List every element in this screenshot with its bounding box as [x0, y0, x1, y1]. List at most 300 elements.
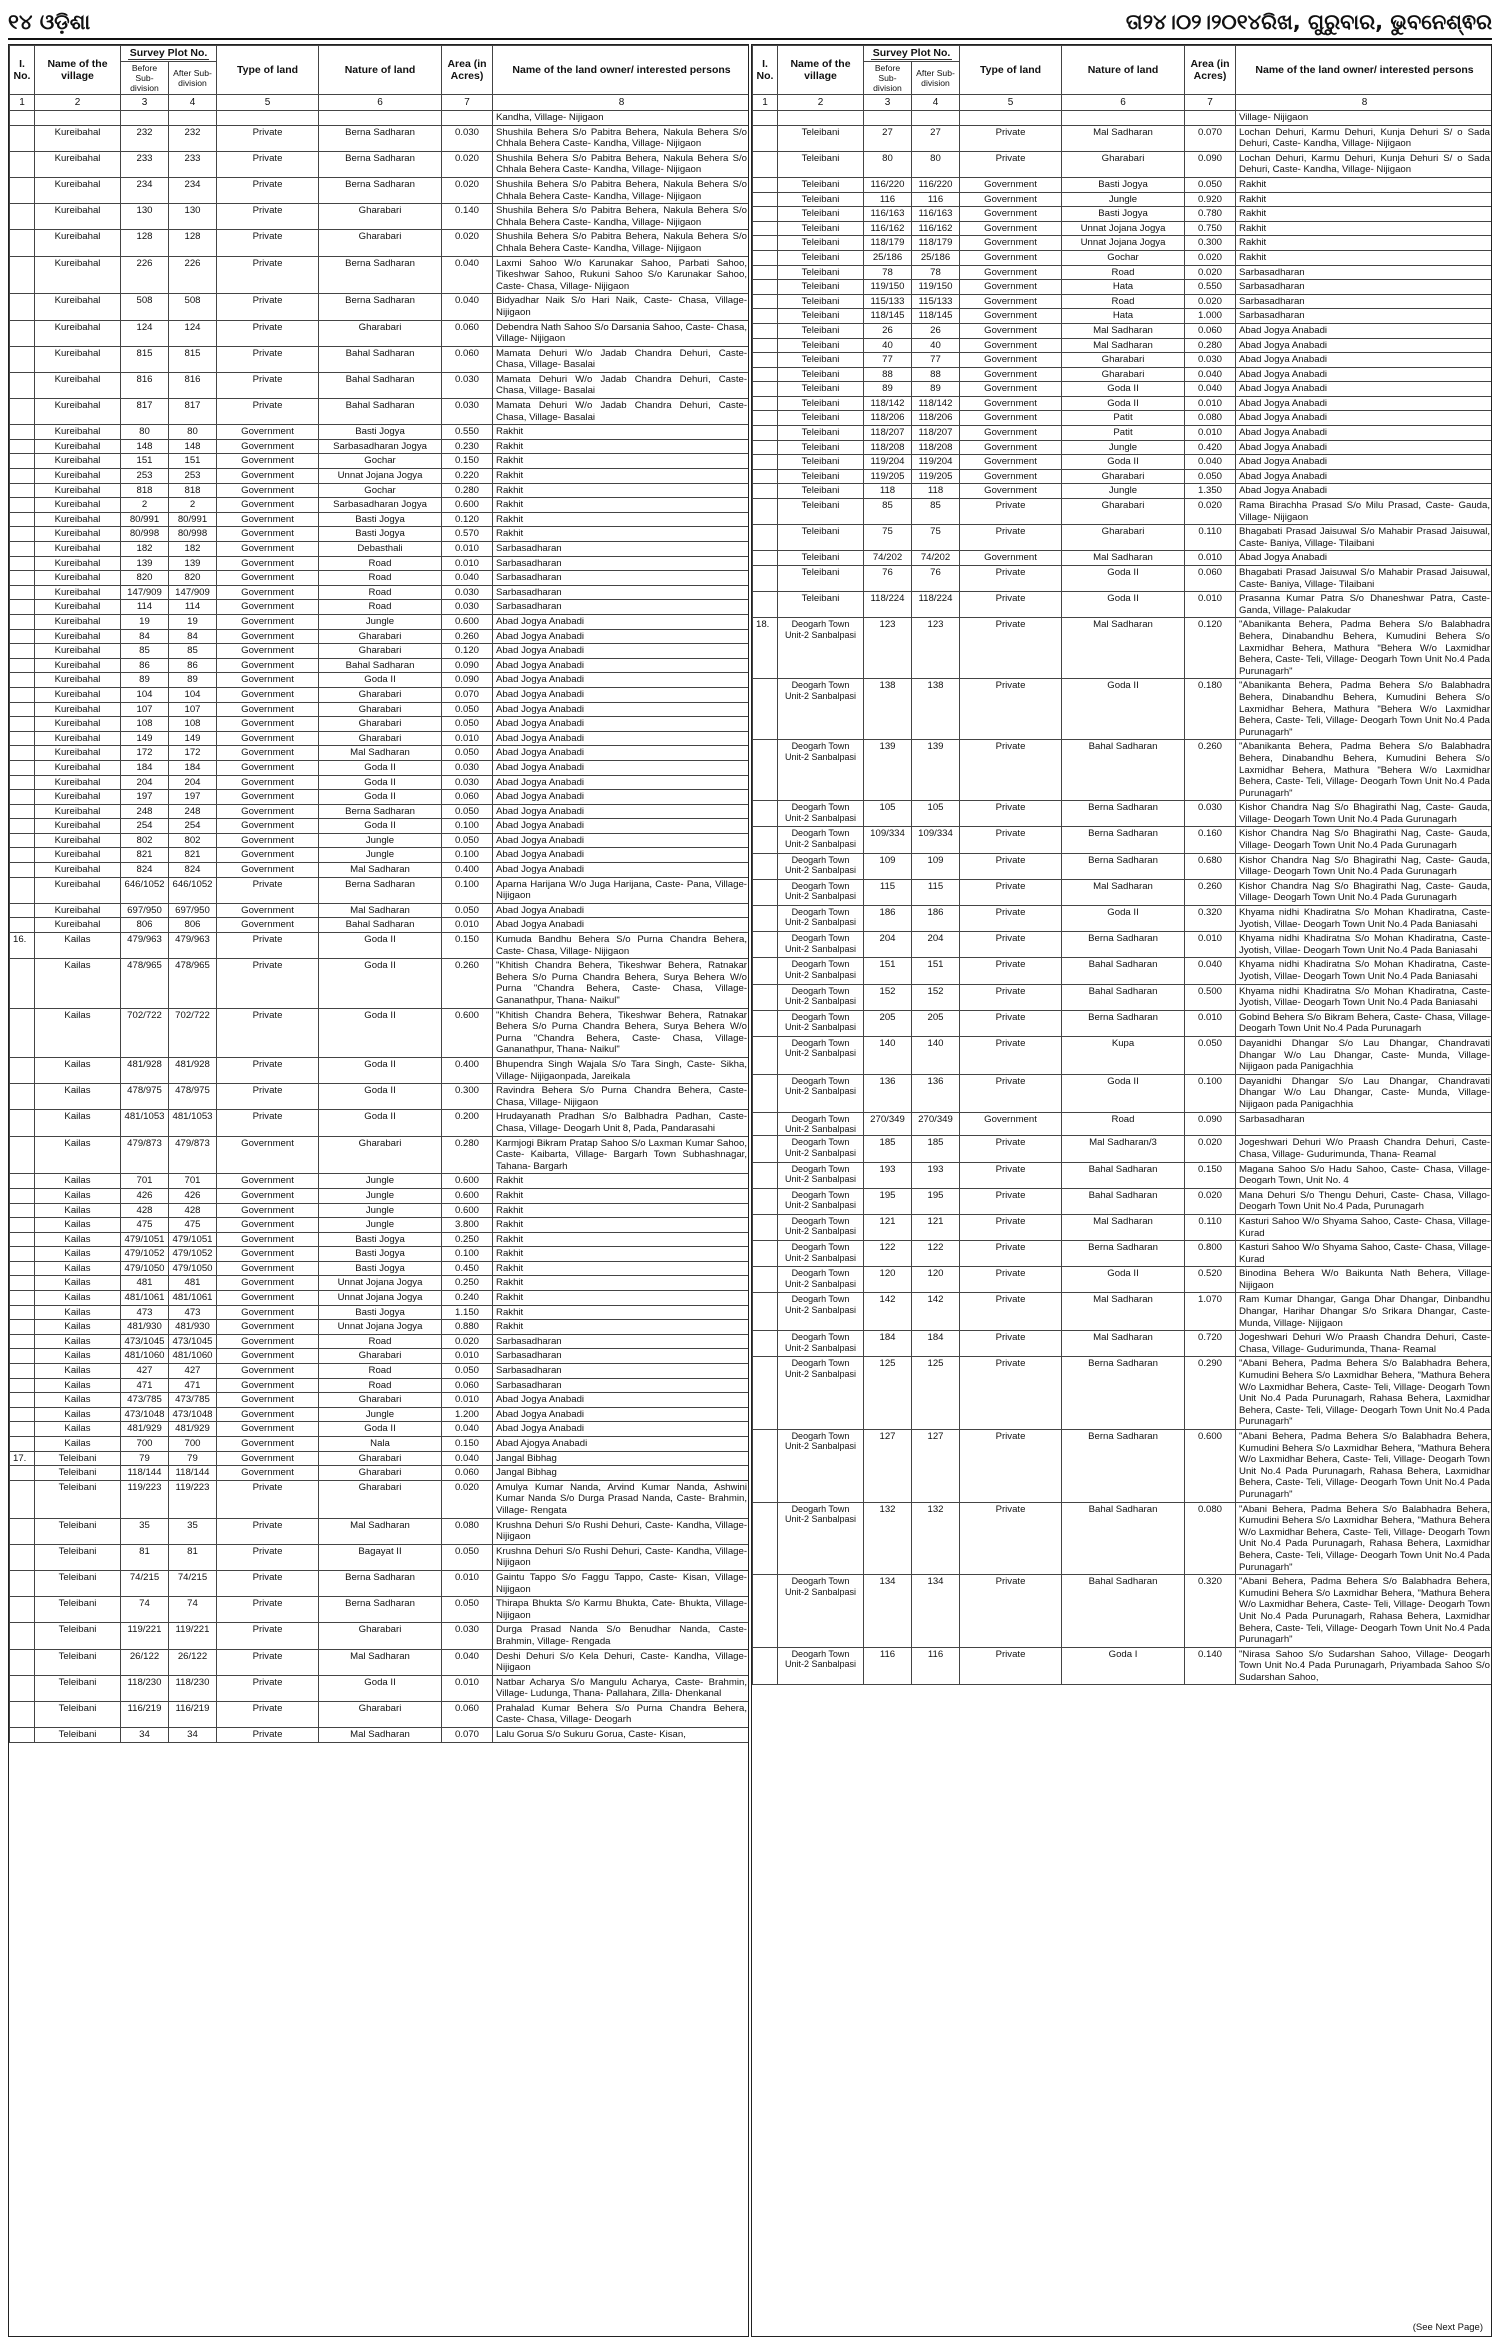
cell-area: 0.040	[1185, 367, 1236, 382]
cell-land-nature: Berna Sadharan	[1062, 932, 1185, 958]
cell-village: Deogarh Town Unit-2 Sanbalpasi	[778, 1162, 864, 1188]
cell-land-type: Government	[217, 790, 319, 805]
cell-land-type: Government	[217, 1174, 319, 1189]
cell-plot-before: 85	[121, 644, 169, 659]
cell-land-type: Private	[960, 827, 1062, 853]
cell-land-type: Private	[217, 1084, 319, 1110]
cell-sno	[10, 702, 35, 717]
cell-land-type: Government	[960, 551, 1062, 566]
cell-village: Kureibahal	[35, 848, 121, 863]
cell-plot-after: 426	[169, 1188, 217, 1203]
cell-land-nature: Goda II	[319, 673, 442, 688]
cell-village: Teleibani	[778, 525, 864, 551]
cell-plot-after: 115	[912, 879, 960, 905]
cell-sno	[10, 204, 35, 230]
cell-land-type: Government	[960, 265, 1062, 280]
cell-land-type: Government	[217, 644, 319, 659]
cell-owner: Abad Jogya Anabadi	[493, 629, 749, 644]
cell-plot-after: 151	[169, 454, 217, 469]
cell-land-type: Private	[960, 853, 1062, 879]
cell-land-type: Government	[960, 484, 1062, 499]
cell-sno	[753, 1188, 778, 1214]
cell-sno	[10, 111, 35, 126]
cell-plot-after: 821	[169, 848, 217, 863]
cell-land-type: Private	[960, 932, 1062, 958]
cell-land-nature: Goda II	[1062, 679, 1185, 740]
cell-sno	[753, 192, 778, 207]
cell-village: Kureibahal	[35, 629, 121, 644]
cell-area: 0.090	[442, 673, 493, 688]
cell-land-nature: Berna Sadharan	[1062, 1010, 1185, 1036]
cell-land-nature: Bahal Sadharan	[319, 399, 442, 425]
cell-land-nature: Gharabari	[319, 1466, 442, 1481]
cell-land-nature: Goda II	[319, 1084, 442, 1110]
table-row	[10, 1407, 750, 1422]
cell-owner: Mana Dehuri S/o Thengu Dehuri, Caste- Chasa, Villago- Deogarh Town Unit No.4 Pada, Purunagarh	[1236, 1188, 1492, 1214]
cell-land-nature: Goda II	[319, 933, 442, 959]
cell-land-type: Government	[217, 1407, 319, 1422]
cell-plot-before: 116/219	[121, 1701, 169, 1727]
cell-owner: Shushila Behera S/o Pabitra Behera, Nakula Behera S/o Chhala Behera Caste- Kandha, Village- Nijigaon	[493, 204, 749, 230]
cell-area: 0.040	[442, 571, 493, 586]
cell-plot-before: 88	[864, 367, 912, 382]
cell-sno	[753, 853, 778, 879]
cell-land-type	[960, 111, 1062, 126]
cell-plot-after: 109/334	[912, 827, 960, 853]
table-row	[753, 338, 1493, 353]
cell-plot-after: 172	[169, 746, 217, 761]
header-area: Area (in Acres)	[442, 46, 493, 95]
cell-plot-before: 116/162	[864, 221, 912, 236]
cell-village: Kureibahal	[35, 498, 121, 513]
table-row	[753, 1214, 1493, 1240]
cell-plot-after: 121	[912, 1214, 960, 1240]
cell-owner: Magana Sahoo S/o Hadu Sahoo, Caste- Chasa, Village- Deogarh Town, Unit No. 4	[1236, 1162, 1492, 1188]
cell-land-nature: Gochar	[319, 483, 442, 498]
table-row	[753, 1267, 1493, 1293]
cell-sno	[753, 1575, 778, 1648]
cell-area: 0.780	[1185, 207, 1236, 222]
cell-sno	[753, 396, 778, 411]
cell-plot-after: 473/1045	[169, 1334, 217, 1349]
table-row	[10, 1451, 750, 1466]
cell-owner: Abad Jogya Anabadi	[493, 687, 749, 702]
cell-sno	[10, 731, 35, 746]
table-row	[10, 1701, 750, 1727]
cell-village: Deogarh Town Unit-2 Sanbalpasi	[778, 827, 864, 853]
cell-village: Kureibahal	[35, 425, 121, 440]
table-row	[753, 440, 1493, 455]
cell-sno	[753, 1331, 778, 1357]
cell-sno	[10, 1364, 35, 1379]
cell-land-nature: Goda II	[1062, 566, 1185, 592]
cell-owner: "Abani Behera, Padma Behera S/o Balabhadra Behera, Kumudini Behera S/o Laxmidhar Behera, "Mathura Behera W/o Laxmidhar Behera, Caste- Teli, Village- Deogarh Town Unit No.4 Pada Purunagarh, Rahasa Behera, Laxmidhar Behera, Caste- Teli, Village- Deogarh Town Unit No.4 Pada Purunagarh"	[1236, 1575, 1492, 1648]
cell-area: 0.260	[1185, 879, 1236, 905]
cell-plot-after: 816	[169, 372, 217, 398]
cell-land-type: Private	[217, 372, 319, 398]
cell-owner: Krushna Dehuri S/o Rushi Dehuri, Caste- Kandha, Village- Nijigaon	[493, 1544, 749, 1570]
cell-sno	[10, 1728, 35, 1743]
table-row	[753, 932, 1493, 958]
cell-land-type: Government	[960, 280, 1062, 295]
cell-land-nature: Bahal Sadharan	[1062, 958, 1185, 984]
cell-land-type: Private	[960, 1575, 1062, 1648]
cell-plot-before: 508	[121, 294, 169, 320]
cell-owner: Amulya Kumar Nanda, Arvind Kumar Nanda, Ashwini Kumar Nanda S/o Durga Prasad Nanda, Caste- Brahmin, Village- Rengata	[493, 1480, 749, 1518]
cell-land-type: Government	[960, 250, 1062, 265]
cell-village: Kureibahal	[35, 320, 121, 346]
cell-owner: Sarbasadharan	[493, 1378, 749, 1393]
cell-land-type: Private	[960, 879, 1062, 905]
cell-land-type: Private	[217, 204, 319, 230]
table-row	[753, 469, 1493, 484]
cell-land-nature: Sarbasadharan Jogya	[319, 498, 442, 513]
cell-plot-before: 817	[121, 399, 169, 425]
cell-plot-after: 473	[169, 1305, 217, 1320]
cell-land-type: Government	[217, 1218, 319, 1233]
cell-land-nature: Unnat Jojana Jogya	[319, 1276, 442, 1291]
table-row	[753, 618, 1493, 679]
cell-village: Kureibahal	[35, 542, 121, 557]
cell-land-nature: Road	[319, 1364, 442, 1379]
cell-sno	[753, 1241, 778, 1267]
table-row	[10, 399, 750, 425]
cell-village: Teleibani	[778, 592, 864, 618]
cell-village: Kailas	[35, 1203, 121, 1218]
cell-plot-after: 254	[169, 819, 217, 834]
cell-plot-after: 125	[912, 1357, 960, 1430]
cell-area: 0.180	[1185, 679, 1236, 740]
cell-area: 0.020	[1185, 250, 1236, 265]
cell-plot-after: 185	[912, 1136, 960, 1162]
cell-area: 0.100	[442, 877, 493, 903]
cell-sno	[10, 848, 35, 863]
cell-land-nature: Road	[319, 556, 442, 571]
table-row	[10, 833, 750, 848]
cell-land-type: Government	[217, 1291, 319, 1306]
cell-plot-before: 119/150	[864, 280, 912, 295]
cell-plot-before: 428	[121, 1203, 169, 1218]
cell-land-type: Private	[217, 933, 319, 959]
cell-plot-before: 140	[864, 1036, 912, 1074]
cell-sno	[10, 1247, 35, 1262]
table-row	[10, 819, 750, 834]
table-row	[753, 111, 1493, 126]
cell-village: Kureibahal	[35, 658, 121, 673]
cell-plot-after: 479/1050	[169, 1261, 217, 1276]
cell-plot-before: 118/206	[864, 411, 912, 426]
cell-plot-after: 427	[169, 1364, 217, 1379]
cell-sno	[753, 207, 778, 222]
table-row	[10, 1320, 750, 1335]
cell-plot-after: 118/206	[912, 411, 960, 426]
cell-village: Deogarh Town Unit-2 Sanbalpasi	[778, 932, 864, 958]
cell-village: Kailas	[35, 1276, 121, 1291]
cell-plot-after: 802	[169, 833, 217, 848]
cell-plot-before: 27	[864, 125, 912, 151]
table-row	[753, 455, 1493, 470]
cell-area: 0.010	[1185, 932, 1236, 958]
cell-owner: Sarbasadharan	[493, 1334, 749, 1349]
cell-owner: Abad Jogya Anabadi	[493, 1422, 749, 1437]
cell-sno	[10, 1393, 35, 1408]
cell-land-type: Government	[217, 469, 319, 484]
cell-land-type: Government	[217, 1305, 319, 1320]
cell-plot-before: 115/133	[864, 294, 912, 309]
cell-village: Teleibani	[778, 250, 864, 265]
cell-plot-before: 205	[864, 1010, 912, 1036]
cell-village: Kureibahal	[35, 527, 121, 542]
table-row	[753, 853, 1493, 879]
cell-land-nature: Jungle	[319, 833, 442, 848]
cell-owner: Thirapa Bhukta S/o Karmu Bhukta, Cate- Bhukta, Village- Nijigaon	[493, 1597, 749, 1623]
cell-area: 0.020	[442, 177, 493, 203]
cell-plot-before: 806	[121, 918, 169, 933]
cell-sno	[10, 614, 35, 629]
cell-sno	[10, 1570, 35, 1596]
cell-plot-before: 184	[864, 1331, 912, 1357]
cell-village: Kureibahal	[35, 556, 121, 571]
cell-area: 0.400	[442, 863, 493, 878]
cell-village: Deogarh Town Unit-2 Sanbalpasi	[778, 740, 864, 801]
cell-plot-before: 115	[864, 879, 912, 905]
cell-owner: Abad Jogya Anabadi	[1236, 323, 1492, 338]
cell-land-nature: Gochar	[1062, 250, 1185, 265]
cell-village: Teleibani	[778, 294, 864, 309]
cell-plot-before: 481/1053	[121, 1110, 169, 1136]
table-row	[753, 679, 1493, 740]
cell-land-nature: Goda II	[1062, 455, 1185, 470]
cell-area	[442, 111, 493, 126]
cell-plot-after: 19	[169, 614, 217, 629]
cell-plot-after: 481/930	[169, 1320, 217, 1335]
cell-area: 0.030	[442, 399, 493, 425]
table-row	[10, 204, 750, 230]
cell-sno	[10, 600, 35, 615]
cell-plot-before	[864, 111, 912, 126]
cell-sno	[10, 1136, 35, 1174]
header-before: Before Sub-division	[864, 62, 912, 95]
table-row	[10, 151, 750, 177]
cell-land-type: Private	[960, 679, 1062, 740]
cell-area: 0.020	[442, 1334, 493, 1349]
table-row	[753, 250, 1493, 265]
cell-owner: Abad Jogya Anabadi	[493, 1407, 749, 1422]
cell-area: 0.140	[1185, 1647, 1236, 1685]
cell-sno	[753, 740, 778, 801]
cell-village: Kureibahal	[35, 790, 121, 805]
col-num: 6	[319, 95, 442, 111]
cell-sno	[10, 512, 35, 527]
cell-plot-after: 116/219	[169, 1701, 217, 1727]
cell-sno	[10, 425, 35, 440]
cell-area: 0.010	[1185, 426, 1236, 441]
table-row	[753, 221, 1493, 236]
cell-area: 0.010	[442, 1675, 493, 1701]
cell-sno	[10, 1437, 35, 1452]
cell-land-nature: Patit	[1062, 426, 1185, 441]
cell-sno	[753, 879, 778, 905]
cell-land-nature: Gharabari	[319, 1701, 442, 1727]
cell-plot-after: 74	[169, 1597, 217, 1623]
right-table-body	[753, 111, 1493, 1685]
cell-sno	[10, 483, 35, 498]
cell-owner: Rakhit	[493, 512, 749, 527]
cell-area	[1185, 111, 1236, 126]
table-row	[10, 1291, 750, 1306]
cell-sno	[10, 542, 35, 557]
cell-plot-before: 76	[864, 566, 912, 592]
cell-owner: Abad Jogya Anabadi	[493, 863, 749, 878]
cell-area: 0.300	[442, 1084, 493, 1110]
cell-plot-before: 74/215	[121, 1570, 169, 1596]
cell-area: 0.050	[1185, 469, 1236, 484]
cell-sno	[753, 280, 778, 295]
table-row	[753, 382, 1493, 397]
cell-plot-before: 116/163	[864, 207, 912, 222]
table-row	[753, 499, 1493, 525]
table-row	[10, 1422, 750, 1437]
cell-sno	[753, 294, 778, 309]
cell-sno	[10, 1544, 35, 1570]
cell-sno	[753, 1293, 778, 1331]
cell-land-nature: Berna Sadharan	[1062, 1357, 1185, 1430]
cell-sno	[10, 717, 35, 732]
table-row	[753, 265, 1493, 280]
header-village: Name of the village	[35, 46, 121, 95]
table-row	[753, 1241, 1493, 1267]
table-row	[10, 1623, 750, 1649]
cell-plot-after: 697/950	[169, 903, 217, 918]
cell-sno	[753, 958, 778, 984]
cell-land-nature: Mal Sadharan	[1062, 551, 1185, 566]
cell-village: Kureibahal	[35, 717, 121, 732]
cell-area: 0.520	[1185, 1267, 1236, 1293]
cell-plot-before: 473/1048	[121, 1407, 169, 1422]
cell-village: Kureibahal	[35, 863, 121, 878]
cell-area: 0.070	[1185, 125, 1236, 151]
cell-land-nature: Jungle	[319, 848, 442, 863]
cell-village: Deogarh Town Unit-2 Sanbalpasi	[778, 1074, 864, 1112]
cell-owner: Binodina Behera W/o Baikunta Nath Behera, Village- Nijigaon	[1236, 1267, 1492, 1293]
cell-land-nature: Berna Sadharan	[1062, 853, 1185, 879]
cell-area: 1.200	[442, 1407, 493, 1422]
cell-land-nature: Goda II	[319, 790, 442, 805]
cell-plot-before: 118/230	[121, 1675, 169, 1701]
cell-village: Teleibani	[778, 125, 864, 151]
table-row	[10, 1570, 750, 1596]
cell-plot-after: 815	[169, 346, 217, 372]
cell-village: Teleibani	[35, 1649, 121, 1675]
table-row	[753, 1162, 1493, 1188]
cell-land-type: Private	[960, 1010, 1062, 1036]
cell-plot-after: 116	[912, 192, 960, 207]
cell-owner: Sarbasadharan	[493, 585, 749, 600]
table-row	[753, 323, 1493, 338]
table-row	[10, 760, 750, 775]
cell-land-type: Government	[217, 1203, 319, 1218]
cell-plot-after: 76	[912, 566, 960, 592]
land-table-right	[752, 45, 1492, 1685]
cell-plot-after: 119/150	[912, 280, 960, 295]
col-num: 4	[169, 95, 217, 111]
cell-land-nature: Mal Sadharan	[319, 1649, 442, 1675]
cell-land-type: Private	[960, 1136, 1062, 1162]
cell-land-type: Government	[217, 863, 319, 878]
cell-village: Deogarh Town Unit-2 Sanbalpasi	[778, 618, 864, 679]
cell-owner: Mamata Dehuri W/o Jadab Chandra Dehuri, Caste- Chasa, Village- Basalai	[493, 372, 749, 398]
cell-plot-before: 702/722	[121, 1008, 169, 1057]
cell-land-nature: Jungle	[319, 1407, 442, 1422]
cell-village: Deogarh Town Unit-2 Sanbalpasi	[778, 1112, 864, 1136]
cell-village: Deogarh Town Unit-2 Sanbalpasi	[778, 1188, 864, 1214]
cell-sno	[10, 498, 35, 513]
cell-land-nature: Berna Sadharan	[1062, 801, 1185, 827]
cell-area: 0.260	[442, 959, 493, 1008]
header-after: After Sub-division	[169, 62, 217, 95]
cell-village: Kureibahal	[35, 804, 121, 819]
cell-owner: Sarbasadharan	[493, 556, 749, 571]
cell-plot-before: 122	[864, 1241, 912, 1267]
cell-area: 0.110	[1185, 1214, 1236, 1240]
cell-plot-before: 142	[864, 1293, 912, 1331]
cell-land-nature: Gharabari	[319, 1451, 442, 1466]
cell-plot-after: 116/163	[912, 207, 960, 222]
cell-sno	[10, 1518, 35, 1544]
cell-area: 0.060	[1185, 566, 1236, 592]
col-num: 4	[912, 95, 960, 111]
cell-sno	[10, 1008, 35, 1057]
cell-plot-before: 481/1061	[121, 1291, 169, 1306]
cell-area: 0.040	[1185, 958, 1236, 984]
cell-land-type: Government	[217, 717, 319, 732]
cell-area: 0.400	[442, 1057, 493, 1083]
cell-land-type: Government	[217, 1188, 319, 1203]
cell-plot-before: 186	[864, 906, 912, 932]
cell-land-type: Private	[217, 1701, 319, 1727]
cell-plot-after: 2	[169, 498, 217, 513]
cell-area: 0.030	[442, 125, 493, 151]
cell-owner: Abad Ajogya Anabadi	[493, 1437, 749, 1452]
cell-land-type: Government	[217, 585, 319, 600]
cell-sno	[10, 177, 35, 203]
cell-area: 0.080	[442, 1518, 493, 1544]
cell-plot-before: 120	[864, 1267, 912, 1293]
cell-plot-before: 138	[864, 679, 912, 740]
cell-plot-after: 105	[912, 801, 960, 827]
cell-plot-after: 116/162	[912, 221, 960, 236]
cell-plot-before: 147/909	[121, 585, 169, 600]
cell-plot-after: 481/1053	[169, 1110, 217, 1136]
cell-area: 0.260	[442, 629, 493, 644]
cell-land-nature: Bahal Sadharan	[1062, 1575, 1185, 1648]
cell-village: Kureibahal	[35, 454, 121, 469]
cell-plot-after: 118/224	[912, 592, 960, 618]
cell-sno	[753, 221, 778, 236]
cell-land-nature: Gharabari	[319, 731, 442, 746]
cell-village: Deogarh Town Unit-2 Sanbalpasi	[778, 679, 864, 740]
cell-plot-after: 74/215	[169, 1570, 217, 1596]
see-next-page-note: (See Next Page)	[1410, 2322, 1486, 2333]
cell-plot-before: 34	[121, 1728, 169, 1743]
cell-plot-before: 816	[121, 372, 169, 398]
cell-owner: "Abanikanta Behera, Padma Behera S/o Balabhadra Behera, Dinabandhu Behera, Kumudini Behera S/o Laxmidhar Behera, Mathura "Behera W/o Laxmidhar Behera, Caste- Teli, Village- Deogarh Town Unit No.4 Pada Purunagarh"	[1236, 618, 1492, 679]
cell-plot-before: 234	[121, 177, 169, 203]
cell-area: 0.050	[442, 1597, 493, 1623]
cell-land-type: Private	[960, 1430, 1062, 1503]
cell-village: Teleibani	[778, 151, 864, 177]
table-row	[753, 879, 1493, 905]
